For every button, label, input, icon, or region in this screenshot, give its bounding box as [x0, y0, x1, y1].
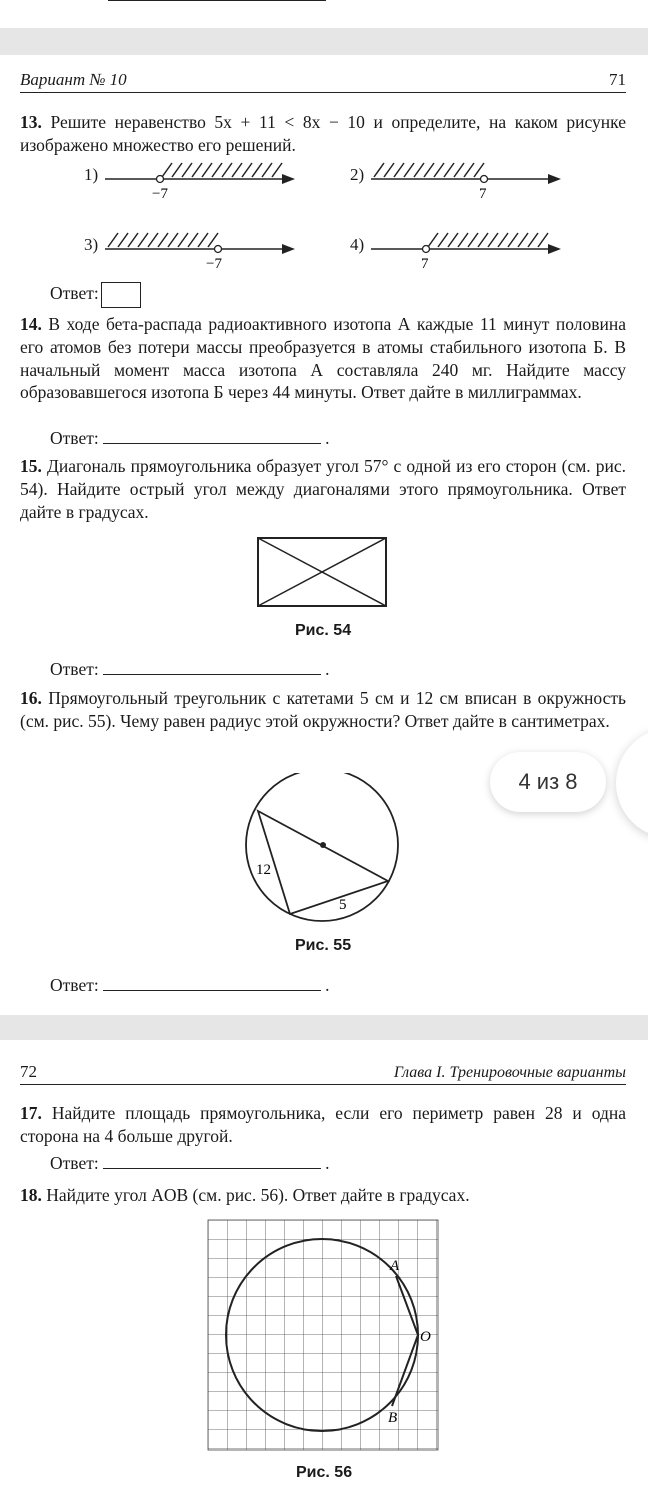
- option-1-numberline: [100, 155, 300, 203]
- question-17: [20, 1102, 626, 1148]
- figure-55-circle: [244, 773, 404, 933]
- option-1-label: 1): [84, 165, 99, 184]
- page-header: [20, 70, 626, 93]
- question-14: [20, 313, 626, 404]
- question-text: Прямоугольный треугольник с катетами 5 см и 12 см вписан в окружность (см. рис. 55). Чему равен радиус этой окружности? Ответ дайте в сантиметрах.: [20, 688, 627, 731]
- question-number: 16.: [20, 688, 42, 708]
- question-16: [20, 687, 626, 733]
- question-text: Диагональ прямоугольника образует угол 57° с одной из его сторон (см. рис. 54). Найдите острый угол между диагоналями этого прямоугольника. Ответ дайте в градусах.: [20, 456, 627, 522]
- answer-label: Ответ:: [50, 975, 99, 995]
- answer-label: Ответ:: [50, 428, 99, 448]
- answer-label: Ответ:: [50, 283, 99, 304]
- question-number: 13.: [20, 112, 42, 132]
- question-number: 14.: [20, 314, 42, 334]
- point-b-label: B: [388, 1410, 398, 1426]
- question-number: 17.: [20, 1103, 42, 1123]
- figure-55-caption: Рис. 55: [295, 937, 352, 954]
- figure-56-grid: [206, 1218, 442, 1454]
- answer-label: Ответ:: [50, 1153, 99, 1173]
- page-number: 71: [609, 70, 626, 89]
- point-o-label: O: [420, 1329, 431, 1345]
- previous-page-fragment: [0, 0, 648, 28]
- answer-box[interactable]: [101, 282, 141, 308]
- option-2-numberline: [366, 155, 566, 203]
- page-indicator[interactable]: 4 из 8: [490, 752, 606, 812]
- answer-16: Ответ: .: [50, 975, 330, 995]
- option-4-label: 4): [350, 235, 365, 254]
- figure-56-caption: Рис. 56: [296, 1464, 353, 1481]
- page-header: [20, 1062, 626, 1085]
- question-15: [20, 455, 626, 523]
- figure-54-rectangle: [256, 536, 388, 608]
- page-71: [0, 55, 648, 1015]
- answer-line[interactable]: [103, 1154, 321, 1169]
- question-text: Найдите площадь прямоугольника, если его периметр равен 28 и одна сторона на 4 больше другой.: [20, 1103, 627, 1146]
- answer-label: Ответ:: [50, 659, 99, 679]
- question-number: 15.: [20, 456, 42, 476]
- question-number: 18.: [20, 1185, 42, 1205]
- point-a-label: A: [390, 1258, 400, 1274]
- point-label: 7: [479, 186, 487, 202]
- answer-line[interactable]: [103, 660, 321, 675]
- answer-14: Ответ: .: [50, 428, 330, 448]
- option-2-label: 2): [350, 165, 365, 184]
- chapter-title: Глава I. Тренировочные варианты: [393, 1064, 626, 1081]
- question-text: Найдите угол AOB (см. рис. 56). Ответ дайте в градусах.: [46, 1185, 470, 1205]
- leg-label-12: 12: [256, 862, 271, 878]
- answer-17: Ответ: .: [50, 1153, 330, 1173]
- page-number: 72: [20, 1062, 37, 1081]
- option-3-label: 3): [84, 235, 99, 254]
- point-label: −7: [152, 186, 168, 202]
- answer-line-fragment: [108, 0, 326, 1]
- option-4-numberline: [366, 225, 566, 273]
- question-18: [20, 1184, 626, 1207]
- question-13: [20, 111, 626, 157]
- answer-line[interactable]: [103, 429, 321, 444]
- answer-15: Ответ: .: [50, 659, 330, 679]
- answer-line[interactable]: [103, 976, 321, 991]
- answer-13: [50, 282, 141, 308]
- variant-title: Вариант № 10: [20, 70, 127, 89]
- question-text: Решите неравенство 5x + 11 < 8x − 10 и определите, на каком рисунке изображено множество его решений.: [20, 112, 627, 155]
- leg-label-5: 5: [339, 897, 347, 913]
- figure-54-caption: Рис. 54: [295, 622, 352, 639]
- option-3-numberline: [100, 225, 300, 273]
- page-72: [0, 1040, 648, 1494]
- question-text: В ходе бета-распада радиоактивного изотопа А каждые 11 минут половина его атомов без потери массы преобразуется в атомы стабильного изотопа Б. В начальный момент масса изотопа А составляла 240 мг. Найдите массу образовавшегося изотопа Б через 44 минуты. Ответ дайте в миллиграммах.: [20, 314, 626, 403]
- point-label: 7: [421, 256, 429, 272]
- point-label: −7: [206, 256, 222, 272]
